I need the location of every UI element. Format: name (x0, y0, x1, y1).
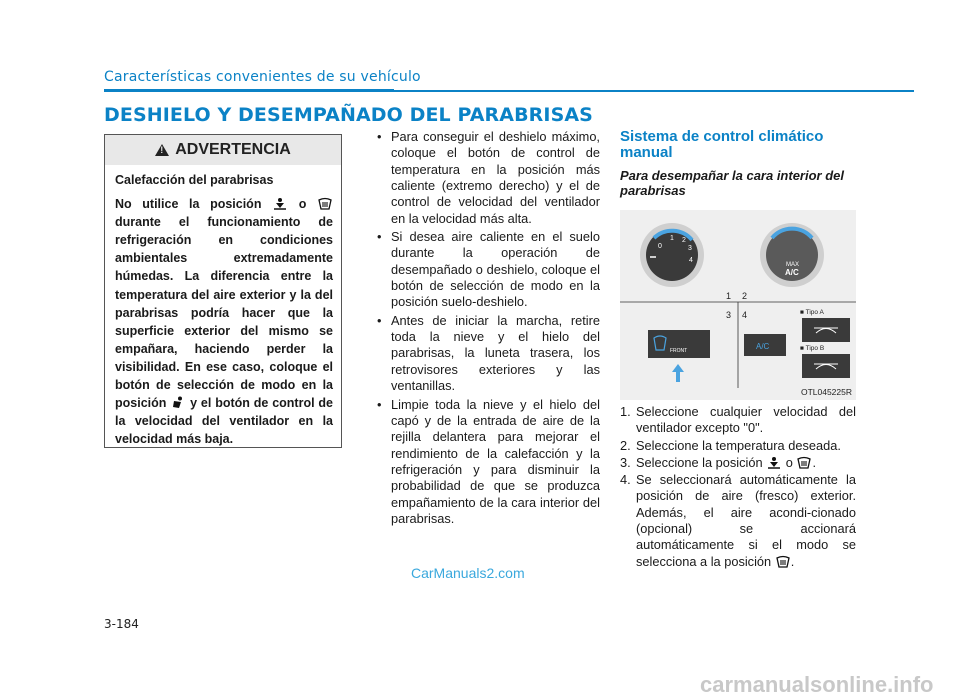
bullet-list (375, 129, 600, 529)
windshield-defrost-icon (775, 555, 791, 568)
subsection-title: Para desempañar la cara interior del parabrisas (620, 168, 844, 198)
windshield-defrost-icon (796, 456, 812, 469)
list-item: • Si desea aire caliente en el suelo durante la operación de desempañado o deshielo, coloque el botón de selección de modo en la posición suelo-deshielo. (377, 229, 600, 310)
page-title: DESHIELO Y DESEMPAÑADO DEL PARABRISAS (104, 104, 593, 126)
type-b-label: ■ Tipo B (800, 345, 825, 352)
page-number: 3-184 (104, 617, 139, 631)
warning-text-part3: y el botón de control de la velocidad del ventilador en la velocidad más baja. (115, 396, 333, 447)
control-panel-illustration (620, 210, 856, 400)
header-rule-accent (104, 89, 394, 92)
warning-text-part2: durante el funcionamiento de refrigeración en condiciones ambientales extremadamente húmedas. La diferencia entre la temperatura del aire exterior y la del parabrisas podría hacer que la superficie exterior del mismo se empañara, haciendo perder la visibilidad. En ese caso, coloque el botón de selección de modo en la posición (115, 215, 333, 411)
floor-defrost-icon (766, 456, 782, 469)
callout: 3 (726, 310, 732, 320)
list-item: • Limpie toda la nieve y el hielo del capó y de la entrada de aire de la rejilla delantera para mejorar el rendimiento de la calefacción y la refrigeración y para disminuir la probabilidad de que se produzca empañamiento de la cara interior del parabrisas. (377, 396, 600, 526)
max-label: MAX (786, 262, 800, 268)
figure-caption: OTL045225R (800, 387, 852, 397)
windshield-defrost-icon (317, 197, 333, 210)
watermark-link[interactable]: CarManuals2.com (411, 565, 525, 581)
dial-number: 0 (658, 243, 662, 250)
control-panel-figure (620, 210, 856, 400)
warning-body (115, 171, 333, 454)
floor-defrost-icon (272, 197, 288, 210)
dial-number: 2 (682, 237, 686, 244)
warning-triangle-icon (155, 144, 169, 156)
callout: 4 (742, 310, 748, 320)
warning-box (104, 134, 342, 448)
list-item: • Antes de iniciar la marcha, retire toda la nieve y el hielo del parabrisas, la luneta trasera, los retrovisores exteriores y las ventanillas. (377, 312, 600, 394)
warning-heading: Calefacción del parabrisas (115, 173, 274, 187)
type-a-label: ■ Tipo A (800, 309, 824, 316)
warning-label: ADVERTENCIA (175, 141, 291, 158)
callout: 1 (726, 291, 732, 301)
section-header: Características convenientes de su vehículo (104, 69, 421, 85)
steps-list (620, 404, 856, 571)
list-item: 3. Seleccione la posición o . (620, 454, 817, 470)
list-item: 2. Seleccione la temperatura deseada. (620, 437, 841, 453)
list-item: • Para conseguir el deshielo máximo, coloque el botón de control de temperatura en la posición más caliente (extremo derecho) y el de control de velocidad del ventilador en la velocidad más alta. (377, 129, 600, 226)
dial-number: 4 (689, 257, 693, 264)
warning-text (115, 195, 333, 448)
site-watermark: carmanualsonline.info (700, 672, 934, 697)
warning-header (105, 135, 341, 165)
callout: 2 (742, 291, 748, 301)
list-item: 4. Se seleccionará automáticamente la posición de aire (fresco) exterior. Además, el aire acondi-cionado (opcional) se accionará automáticamente si el modo se selecciona a la posición . (620, 472, 856, 569)
dial-number: 1 (670, 235, 674, 242)
list-item: 1. Seleccione cualquier velocidad del ventilador excepto "0". (620, 404, 856, 436)
section-title: Sistema de control climático manual (620, 128, 824, 161)
warning-text-part1: No utilice la posición (115, 197, 262, 212)
warning-text-or: o (298, 197, 307, 212)
floor-mode-icon (170, 396, 186, 409)
dial-number: 3 (688, 245, 692, 252)
ac-button-label: A/C (756, 342, 770, 351)
ac-dial-label: A/C (785, 268, 799, 277)
front-label: FRONT (670, 348, 688, 354)
